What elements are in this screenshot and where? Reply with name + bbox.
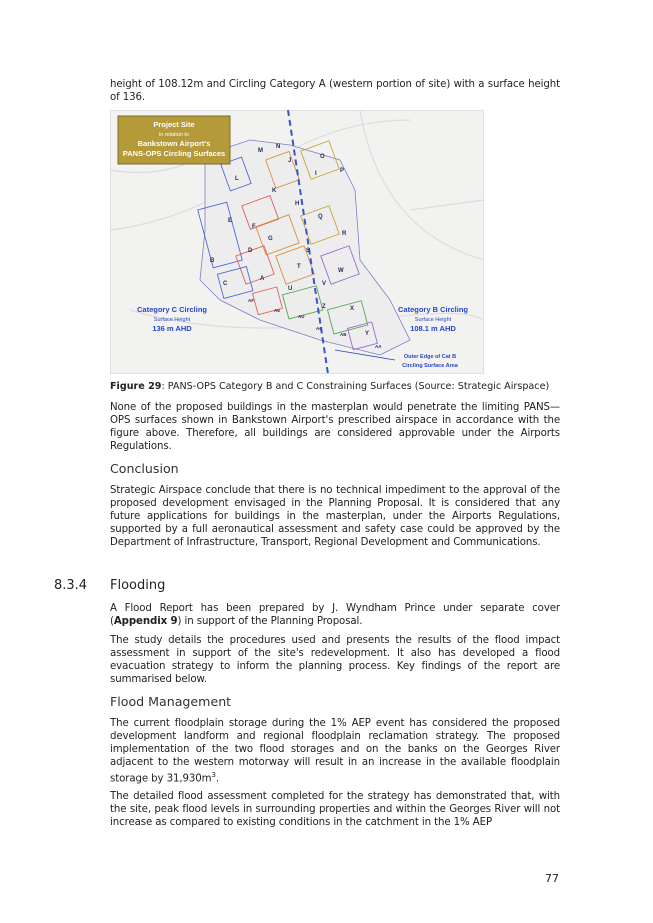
building-label-m: M bbox=[258, 148, 263, 154]
building-label-i: I bbox=[315, 171, 317, 177]
flood-paragraph-3 bbox=[110, 717, 560, 785]
appendix-reference: Appendix 9 bbox=[113, 616, 178, 627]
building-label-p: P bbox=[340, 168, 345, 174]
superscript-3: 3 bbox=[211, 771, 216, 779]
figure-caption bbox=[110, 381, 549, 392]
building-label-ab: AB bbox=[340, 332, 347, 337]
legend-line-2: in relation to bbox=[159, 132, 189, 138]
building-label-u: U bbox=[288, 286, 293, 292]
category-c-title: Category C Circling bbox=[136, 305, 208, 314]
section-title: Flooding bbox=[110, 578, 166, 593]
category-c-sub: Surface Height bbox=[153, 317, 191, 323]
building-label-t: T bbox=[297, 264, 301, 270]
building-label-c: C bbox=[223, 281, 228, 287]
category-b-sub: Surface Height bbox=[414, 317, 452, 323]
category-b-title: Category B Circling bbox=[397, 305, 469, 314]
building-label-ae: AE bbox=[274, 308, 281, 313]
building-label-q: Q bbox=[318, 214, 323, 220]
building-label-g: G bbox=[268, 236, 273, 242]
building-label-z: Z bbox=[322, 304, 326, 310]
flood-paragraph-2: The study details the procedures used and presents the results of the flood impact assessment in support of the site's redevelopment. It also has developed a flood evacuation strategy to inform the planning process. Key findings of the report are summarised below. bbox=[110, 635, 560, 685]
intro-paragraph: height of 108.12m and Circling Category A (western portion of site) with a surface height of 136. bbox=[110, 79, 560, 103]
building-label-aa: AA bbox=[375, 344, 382, 349]
outer-edge-line-1: Outer Edge of Cat B bbox=[403, 354, 457, 360]
section-number: 8.3.4 bbox=[54, 578, 88, 593]
map-svg bbox=[110, 110, 484, 374]
building-label-af: AF bbox=[248, 298, 254, 303]
building-label-w: W bbox=[338, 268, 344, 274]
flood-p3-main: The current floodplain storage during the 1% AEP event has considered the proposed development landform and regional floodplain reclamation strategy. The proposed implementation of the two flood storages and on the banks on the Georges River adjacent to the western motorway will result in an increase in the available floodplain storage by 31,930m bbox=[110, 718, 560, 785]
building-label-v: V bbox=[322, 281, 327, 287]
flood-p3-end: . bbox=[215, 773, 219, 785]
conclusion-heading: Conclusion bbox=[110, 461, 179, 476]
building-label-l: L bbox=[235, 176, 239, 182]
building-label-b: B bbox=[210, 258, 215, 264]
building-label-o: O bbox=[320, 154, 325, 160]
building-label-s: S bbox=[306, 248, 311, 254]
building-label-ac: AC bbox=[316, 326, 323, 331]
flood-management-heading: Flood Management bbox=[110, 694, 232, 709]
building-label-e: E bbox=[228, 218, 233, 224]
building-label-k: K bbox=[272, 188, 277, 194]
building-label-h: H bbox=[295, 201, 300, 207]
caption-label: Figure 29 bbox=[110, 381, 162, 392]
category-b-value: 108.1 m AHD bbox=[410, 324, 456, 333]
caption-text: : PANS-OPS Category B and C Constraining Surfaces (Source: Strategic Airspace) bbox=[161, 381, 550, 392]
building-label-n: N bbox=[276, 144, 281, 150]
page-number: 77 bbox=[545, 872, 559, 885]
conclusion-paragraph: Strategic Airspace conclude that there is no technical impediment to the approval of the proposed development envisaged in the Planning Proposal. It is considered that any future applications for buildings in the masterplan, under the Airports Regulations, supported by a full aeronautical assessment and safety case could be approved by the Department of Infrastructure, Transport, Regional Development and Communications. bbox=[110, 485, 560, 548]
building-label-r: R bbox=[342, 231, 347, 237]
figure-29-map bbox=[110, 110, 484, 374]
legend-line-1: Project Site bbox=[153, 120, 195, 129]
building-label-y: Y bbox=[365, 331, 370, 337]
legend-line-4: PANS-OPS Circling Surfaces bbox=[122, 149, 226, 158]
outer-edge-line-2: Circling Surface Area bbox=[402, 363, 458, 369]
category-c-value: 136 m AHD bbox=[152, 324, 192, 333]
flood-p1-post: ) in support of the Planning Proposal. bbox=[177, 616, 363, 627]
building-label-x: X bbox=[350, 306, 355, 312]
building-label-f: F bbox=[252, 224, 256, 230]
legend-line-3: Bankstown Airport's bbox=[137, 139, 211, 148]
flood-paragraph-4: The detailed flood assessment completed for the strategy has demonstrated that, with the site, peak flood levels in surrounding properties and within the Georges River will not increase as compared to existing conditions in the catchment in the 1% AEP bbox=[110, 791, 560, 828]
building-label-j: J bbox=[288, 158, 292, 164]
flood-p1-pre: A Flood Report has been prepared by J. Wyndham Prince under separate cover ( bbox=[110, 603, 560, 627]
building-label-ad: AD bbox=[298, 314, 305, 319]
paragraph-pans-ops: None of the proposed buildings in the masterplan would penetrate the limiting PANS—OPS surfaces shown in Bankstown Airport's prescribed airspace in accordance with the figure above. Therefore, all buildings are considered approvable under the Airports Regulations. bbox=[110, 402, 560, 452]
building-label-a: A bbox=[260, 276, 265, 282]
flood-paragraph-1 bbox=[110, 602, 560, 628]
building-label-d: D bbox=[248, 248, 253, 254]
